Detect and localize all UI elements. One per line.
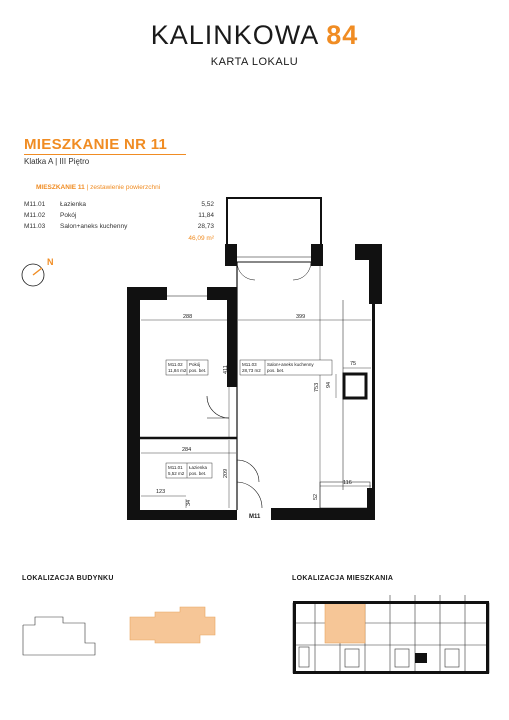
summary-heading-rest: | zestawienie powierzchni [84, 184, 161, 191]
room2-code: M11.03 [242, 362, 257, 367]
dim-34: 34 [186, 499, 192, 506]
room3-name: Łazienka [189, 465, 208, 470]
room-code: M11.01 [24, 201, 46, 208]
dim-123: 123 [156, 489, 166, 495]
room-area: 28,73 [197, 223, 214, 230]
page-subtitle: KARTA LOKALU [210, 56, 299, 68]
room2-name: Salon+aneks kuchenny [267, 362, 314, 367]
dim-209: 209 [223, 468, 229, 478]
brand-number: 84 [326, 20, 359, 50]
room1-floor: pos. bet. [189, 368, 207, 373]
apartment-title: MIESZKANIE NR 11 [24, 136, 168, 153]
building-location-map [15, 595, 225, 670]
room2-floor: pos. bet. [267, 368, 285, 373]
dim-116: 116 [343, 480, 352, 486]
room1-name: Pokój [189, 362, 201, 367]
room-area: 11,84 [198, 212, 214, 219]
room1-area: 11,84 m2 [168, 368, 187, 373]
dim-284: 284 [182, 447, 192, 453]
room1-code: M11.02 [168, 362, 183, 367]
dim-52: 52 [313, 493, 319, 500]
apartment-location-map [285, 585, 495, 680]
north-label: N [47, 257, 54, 267]
room-code: M11.02 [24, 212, 46, 219]
room-code: M11.03 [24, 223, 46, 230]
dim-411: 411 [223, 365, 229, 374]
dim-94: 94 [326, 381, 332, 388]
room-name: Łazienka [60, 201, 87, 208]
summary-heading-title: MIESZKANIE 11 [36, 184, 85, 191]
building-location-label: LOKALIZACJA BUDYNKU [22, 575, 114, 582]
room3-code: M11.01 [168, 465, 183, 470]
room-name: Pokój [60, 212, 77, 219]
dim-288: 288 [183, 314, 193, 320]
room-area: 5,52 [201, 201, 214, 208]
dim-75: 75 [350, 361, 357, 367]
room2-area: 28,73 m2 [242, 368, 261, 373]
room3-area: 5,52 m2 [168, 471, 185, 476]
dim-753: 753 [314, 382, 320, 392]
apartment-location-label: LOKALIZACJA MIESZKANIA [292, 575, 394, 582]
apartment-location: Klatka A | III Piętro [24, 157, 90, 166]
brand-name: KALINKOWA [150, 20, 318, 50]
dim-399: 399 [296, 314, 306, 320]
entry-label: M11 [249, 514, 261, 520]
room3-floor: pos. bet. [189, 471, 207, 476]
room-name: Salon+aneks kuchenny [60, 223, 128, 230]
total-area: 46,09 m² [188, 235, 214, 242]
